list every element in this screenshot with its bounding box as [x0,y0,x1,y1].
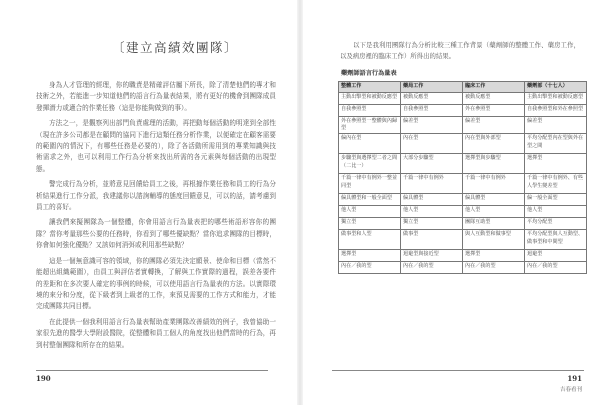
table-cell: 內在／我的型 [401,262,463,274]
table-cell: 千篇一律中有例外、有些人學生變差型 [525,174,587,194]
table-cell: 偏一般全面型 [525,194,587,206]
table-cell: 千篇一律中有例外 [401,174,463,194]
table-cell: 千篇一律中有例外一整並同型 [339,174,401,194]
table-cell: 做事型和人型 [339,230,401,250]
paragraph: 警完成行為分析，並將意見回饋給員工之後，再根據作業任務和員工的行為分析結果進行工作分派，我建議你以諮詢輔導的態度回饋意見，可以的話，請考慮到員工的喜好。 [36,180,276,212]
table-cell: 迴避型與接近型 [401,250,463,262]
table-cell: 獨立型 [339,218,401,230]
paragraph: 這是一個無意識可容的領域，你的團隊必須先決定願景、使命和目標（當然不能超出組織範圍），由員工與評估者實轉換，了解與工作實際的過程，誤差各要件的差距和在多次要人確定的事例的時候，可以使用語言行為量表的方法。以實際環境的來分和分度，從下級者到上級者的工作，來預見需要的工作方式和能力，才能完成團隊共同目標。 [36,256,276,311]
intro [340,40,580,65]
column-header: 藥局工作 [401,82,463,93]
table-cell: 他人型 [525,206,587,218]
paragraph: 身為人才管理的經理，你的職責是精確評估屬下所長，除了清楚他們的專才和技術之外，若能進一步知道他們的語言行為量表結果，將有更好的機會到團隊成員發揮潛力或適合的作業任務（這是你能夠做到的事）。 [36,81,276,112]
section-title: 〔建立高績效團隊〕 [112,40,239,55]
table-cell: 偏差型 [525,117,587,134]
table-cell: 偏內在型 [339,134,401,154]
table-cell: 選擇型 [463,250,525,262]
table-row [339,154,587,174]
table-cell: 外在參照型一整體與內歸型 [339,117,401,134]
intro-paragraph: 以下是我利用團隊行為分析比較三種工作背景（藥劑師的整體工作、藥房工作，以及病房裡的臨床工作）所得出的結果。 [340,41,580,60]
table-cell: 偏具體型 [463,194,525,206]
table-row [339,250,587,262]
table-cell: 偏差型 [463,117,525,134]
table-cell: 平均分配型內在型與外在型之間 [525,134,587,154]
table-cell: 選擇型 [525,154,587,174]
column-header: 臨床工作 [463,82,525,93]
left-body [36,80,276,355]
table-caption: 藥劑師語言行為量表 [341,70,397,77]
comparison-table-wrap [338,68,587,274]
table-body [339,93,587,274]
running-head: 吉春看刊 [559,387,582,393]
table-cell: 被動反應型 [401,93,463,105]
column-header: 藥劑部（十七人） [525,82,587,93]
table-cell: 內在／我的型 [525,262,587,274]
footer-rule [36,370,268,371]
table-cell: 他人型 [463,206,525,218]
table-cell: 平均分配型 [525,218,587,230]
comparison-table [338,81,587,274]
table-cell: 偏差型 [401,117,463,134]
table-cell: 獨立型 [401,218,463,230]
table-row [339,206,587,218]
table-cell: 自我參照型 [401,105,463,117]
table-header-row [339,82,587,93]
table-cell: 主動出擊型和被動反應型 [525,93,587,105]
table-cell: 他人型 [339,206,401,218]
table-cell: 主動出擊型和被動反應型 [339,93,401,105]
table-cell: 偏具體型 [401,194,463,206]
table-row [339,174,587,194]
table-cell: 做事型 [401,230,463,250]
table-row [339,194,587,206]
table-row [339,262,587,274]
table-cell: 迴避型 [525,250,587,262]
table-cell: 內在型 [401,134,463,154]
table-cell: 內在／我的型 [463,262,525,274]
table-row [339,230,587,250]
table-row [339,105,587,117]
table-row [339,218,587,230]
page-number: 191 [567,374,582,383]
table-cell: 被動反應型 [463,93,525,105]
table-cell: 千篇一律中有例外 [463,174,525,194]
footer-rule [332,370,584,371]
table-cell: 外在參照型 [463,105,525,117]
table-cell: 選擇型與步驟型 [463,154,525,174]
table-cell: 與人互動型和做事型 [463,230,525,250]
table-cell: 內在／我的型 [339,262,401,274]
table-cell: 自我參照型 [339,105,401,117]
table-cell: 內在型與外部型 [463,134,525,154]
table-cell: 團隊互助型 [463,218,525,230]
table-row [339,93,587,105]
table-row [339,134,587,154]
table-cell: 他人型 [401,206,463,218]
page-number-left: 190 [36,374,51,383]
page-number-right [560,374,582,393]
right-page [300,0,600,405]
paragraph: 在此提供一個我利用語言行為量表幫助產業團隊改善績效的例子，我曾協助一家很先進的醫學大學附設醫院，從整體和員工個人的角度找出他們當時的行為，再到村整個團隊和所存在的結果。 [36,317,276,349]
table-cell: 選擇型 [339,250,401,262]
table-row [339,117,587,134]
table-cell: 平均分配型與人互動型、做事型和中間型 [525,230,587,250]
paragraph: 讓我們來擬團隊為一個整體，你會用語言行為量表把的哪些術語形容你的團隊？當你考量那些公要的任務時，你看到了哪些優缺點？當你追求團隊的目標時，你會如何強化優點？又該如何消弭或利用那些缺點？ [36,218,276,250]
table-cell: 步驟型與選擇型二者之間（二比一） [339,154,401,174]
column-header: 整體工作 [339,82,401,93]
paragraph: 方法之一，是觀察列出部門負責處理的活動，再把動每個活動的明達到全部性（現在許多公司都是在顧問的協同下進行這類任務分析作業，以便確定在顧客需要的範圍內的情況下，有哪些任務是必要的），除了各活動所需用到的專業知識與技術需求之外，也可以利用工作行為分析來找出所需的各元素與每個活動的出現型態。 [36,119,276,173]
table-cell: 偏具體型和一般全面型 [339,194,401,206]
table-cell: 大部分步驟型 [401,154,463,174]
table-cell: 自我參照型和外在參照型 [525,105,587,117]
